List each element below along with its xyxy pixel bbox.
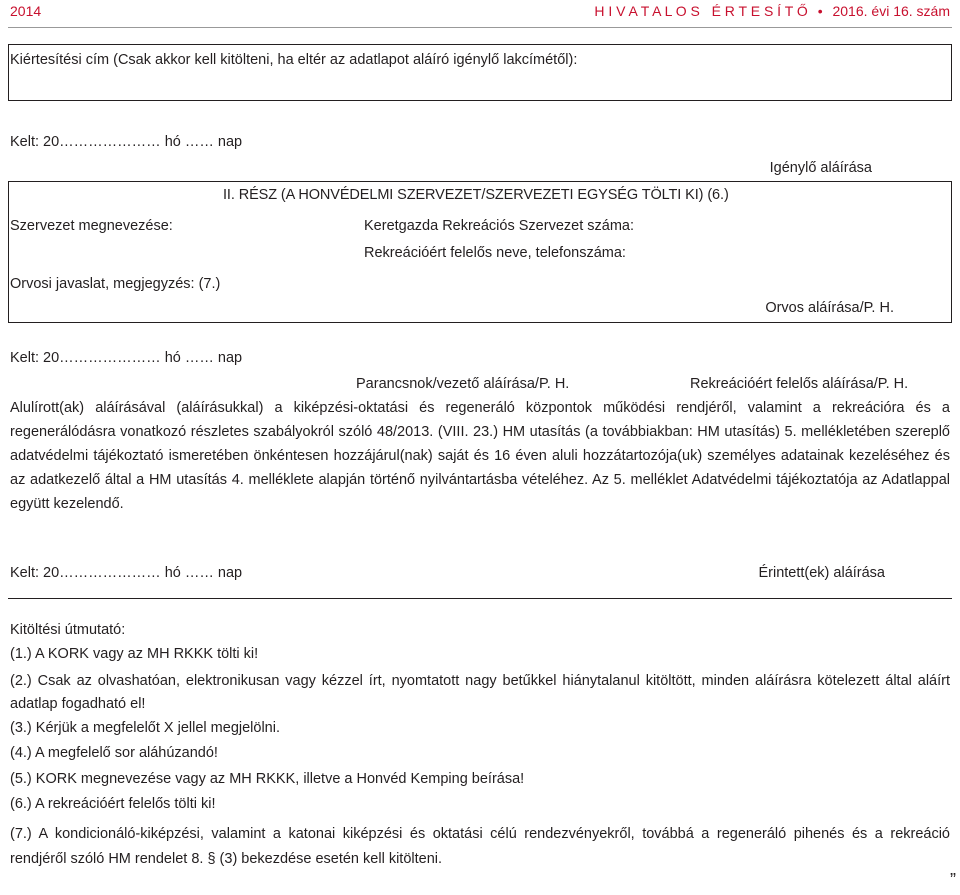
instruction-item-4: (4.) A megfelelő sor aláhúzandó! xyxy=(10,745,218,761)
date-line-3: Kelt: 20………………… hó …… nap xyxy=(10,565,243,581)
instructions-title: Kitöltési útmutató: xyxy=(10,622,126,638)
date-line-2: Kelt: 20………………… hó …… nap xyxy=(10,350,243,366)
issue-number: 2016. évi 16. szám xyxy=(832,3,950,19)
instruction-item-5: (5.) KORK megnevezése vagy az MH RKKK, illetve a Honvéd Kemping beírása! xyxy=(10,771,525,787)
closing-quote: ” xyxy=(950,870,956,890)
part-two-box xyxy=(8,181,952,323)
affected-signature: Érintett(ek) aláírása xyxy=(758,565,885,581)
header-rule xyxy=(8,27,952,28)
consent-paragraph: Alulírott(ak) aláírásával (aláírásukkal) a kiképzési-oktatási és regeneráló központok működési rendjéről, valamint a rekreációra és a regenerálódásra vonatkozó részletes szabályokról szóló 48/2013. (VIII. 23.) HM utasítás (a továbbiakban: HM utasítás) 5. mellékletében szereplő adatvédelmi tájékoztató ismeretében önkéntesen hozzájárul(nak) saját és 16 éven aluli hozzátartozója(uk) személyes adatainak kezeléséhez és az adatkezelő által a HM utasítás 4. melléklete alapján történő nyilvántartásba vételéhez. Az 5. melléklet Adatvédelmi tájékoztatója az Adatlappal együtt kezelendő. xyxy=(10,400,950,512)
header-bullet: • xyxy=(817,3,823,19)
medical-note-label: Orvosi javaslat, megjegyzés: (7.) xyxy=(10,276,221,292)
recreation-signature: Rekreációért felelős aláírása/P. H. xyxy=(690,376,909,392)
frame-manager-number-label: Keretgazda Rekreációs Szervezet száma: xyxy=(364,218,634,234)
running-header xyxy=(594,3,950,19)
responsible-person-label: Rekreációért felelős neve, telefonszáma: xyxy=(364,245,626,261)
instruction-item-7: (7.) A kondicionáló-kiképzési, valamint a katonai kiképzési és oktatási célú rendezvényekről, továbbá a regeneráló pihenés és a rekreáció rendjéről szóló HM rendelet 8. § (3) bekezdése esetén kell kitölteni. xyxy=(10,826,950,867)
instructions-rule xyxy=(8,598,952,599)
mailing-address-label: Kiértesítési cím (Csak akkor kell kitölteni, ha eltér az adatlapot aláíró igénylő lakcímétől): xyxy=(10,52,578,68)
part-two-heading: II. RÉSZ (A HONVÉDELMI SZERVEZET/SZERVEZETI EGYSÉG TÖLTI KI) (6.) xyxy=(223,187,729,203)
instruction-item-3: (3.) Kérjük a megfelelőt X jellel megjelölni. xyxy=(10,720,280,736)
commander-signature: Parancsnok/vezető aláírása/P. H. xyxy=(356,376,570,392)
instruction-item-6: (6.) A rekreációért felelős tölti ki! xyxy=(10,796,216,812)
applicant-signature: Igénylő aláírása xyxy=(769,160,872,176)
instruction-item-1: (1.) A KORK vagy az MH RKKK tölti ki! xyxy=(10,646,259,662)
organization-name-label: Szervezet megnevezése: xyxy=(10,218,173,234)
mailing-address-box xyxy=(8,44,952,101)
date-line-1: Kelt: 20………………… hó …… nap xyxy=(10,134,243,150)
page-number: 2014 xyxy=(10,3,42,19)
journal-title: H I V A T A L O S É R T E S Í T Ő xyxy=(594,3,808,19)
instruction-item-2: (2.) Csak az olvashatóan, elektronikusan vagy kézzel írt, nyomtatott nagy betűkkel hiánytalanul kitöltött, minden aláírásra kötelezett által aláírt adatlap fogadható el! xyxy=(10,673,950,712)
doctor-signature-label: Orvos aláírása/P. H. xyxy=(765,300,894,316)
